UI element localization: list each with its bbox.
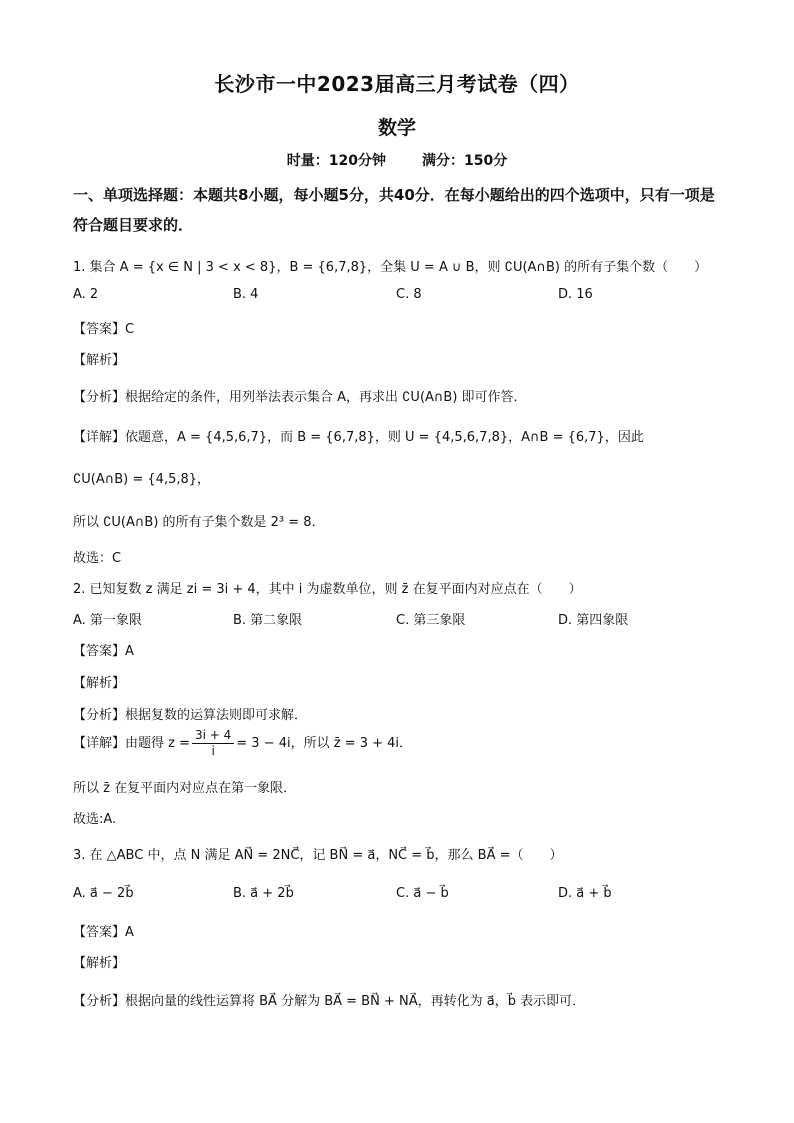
q2-answer: 【答案】A bbox=[73, 644, 134, 659]
time-limit: 时量：120分钟 bbox=[286, 153, 386, 169]
q2-fraction-denominator: i bbox=[211, 744, 215, 758]
q2-fraction bbox=[192, 728, 234, 759]
full-score: 满分：150分 bbox=[422, 153, 508, 169]
q2-choice: 故选:A. bbox=[73, 812, 117, 827]
q3-stem: 3. 在 △ABC 中，点 N 满足 AN⃗ = 2NC⃗，记 BN⃗ = a⃗，NC⃗ = b⃗，那么 BA⃗ =（ ） bbox=[73, 848, 563, 863]
q2-detail-1 bbox=[73, 728, 412, 759]
exam-info bbox=[0, 150, 794, 170]
q1-option-d: D. 16 bbox=[558, 287, 593, 302]
q1-fenxi: 【分析】根据给定的条件，用列举法表示集合 A，再求出 ∁U(A∩B) 即可作答． bbox=[73, 390, 527, 405]
q1-detail-3: 所以 ∁U(A∩B) 的所有子集个数是 2³ = 8． bbox=[73, 515, 325, 530]
q1-answer: 【答案】C bbox=[73, 322, 135, 337]
q3-analysis-title: 【解析】 bbox=[73, 956, 126, 971]
q3-answer: 【答案】A bbox=[73, 925, 134, 940]
q3-option-c: C. a⃗ − b⃗ bbox=[396, 886, 449, 901]
q1-stem: 1. 集合 A = {x ∈ N | 3 < x < 8}，B = {6,7,8}，全集 U = A ∪ B，则 ∁U(A∩B) 的所有子集个数（ ） bbox=[73, 260, 708, 275]
q1-detail-1: 【详解】依题意，A = {4,5,6,7}，而 B = {6,7,8}，则 U = {4,5,6,7,8}，A∩B = {6,7}，因此 bbox=[73, 430, 644, 445]
q2-detail-prefix: 【详解】由题得 z = bbox=[73, 736, 190, 751]
q1-analysis-title: 【解析】 bbox=[73, 353, 126, 368]
q2-option-d: D. 第四象限 bbox=[558, 613, 629, 628]
q3-option-a: A. a⃗ − 2b⃗ bbox=[73, 886, 134, 901]
q1-option-a: A. 2 bbox=[73, 287, 99, 302]
q1-option-c: C. 8 bbox=[396, 287, 422, 302]
q2-fraction-numerator: 3i + 4 bbox=[192, 728, 234, 744]
q1-choice: 故选：C bbox=[73, 551, 122, 566]
q2-option-a: A. 第一象限 bbox=[73, 613, 142, 628]
q2-analysis-title: 【解析】 bbox=[73, 676, 126, 691]
q2-detail-suffix: = 3 − 4i，所以 z̄ = 3 + 4i． bbox=[236, 736, 413, 751]
q2-stem: 2. 已知复数 z 满足 zi = 3i + 4，其中 i 为虚数单位，则 z̄ 在复平面内对应点在（ ） bbox=[73, 582, 582, 597]
q3-option-d: D. a⃗ + b⃗ bbox=[558, 886, 612, 901]
q2-fenxi: 【分析】根据复数的运算法则即可求解． bbox=[73, 708, 308, 723]
q3-fenxi: 【分析】根据向量的线性运算将 BA⃗ 分解为 BA⃗ = BN⃗ + NA⃗，再转化为 a⃗，b⃗ 表示即可． bbox=[73, 994, 586, 1009]
section-heading: 一、单项选择题：本题共8小题，每小题5分，共40分．在每小题给出的四个选项中，只有一项是符合题目要求的． bbox=[73, 186, 715, 234]
q3-option-b: B. a⃗ + 2b⃗ bbox=[233, 886, 294, 901]
q2-option-c: C. 第三象限 bbox=[396, 613, 466, 628]
subject-title: 数学 bbox=[377, 117, 416, 139]
q1-option-b: B. 4 bbox=[233, 287, 259, 302]
exam-title: 长沙市一中2023届高三月考试卷（四） bbox=[214, 72, 580, 96]
q1-detail-2: ∁U(A∩B) = {4,5,8}， bbox=[73, 472, 211, 487]
q2-detail-2: 所以 z̄ 在复平面内对应点在第一象限． bbox=[73, 781, 297, 796]
q2-option-b: B. 第二象限 bbox=[233, 613, 303, 628]
